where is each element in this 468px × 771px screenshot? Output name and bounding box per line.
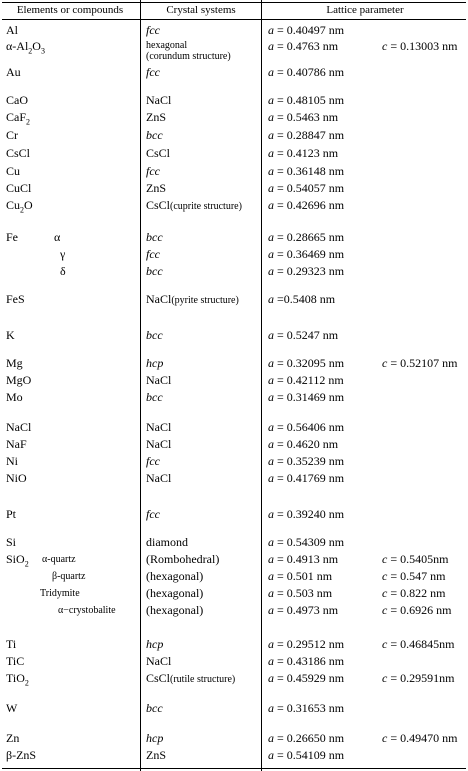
- crystal-system: (hexagonal): [146, 603, 204, 617]
- crystal-system-cell: [146, 421, 171, 434]
- element-phase: α-quartz: [42, 554, 76, 565]
- element-name: NaCl: [6, 420, 32, 434]
- lattice-a-symbol: a: [268, 654, 274, 668]
- crystal-system-cell: [146, 248, 160, 261]
- lattice-c-value: = 0.29591nm: [390, 671, 455, 685]
- element-name: Ni: [6, 454, 18, 468]
- crystal-system-cell: [146, 94, 171, 107]
- lattice-c-symbol: c: [382, 671, 388, 685]
- lattice-a-value: =0.5408 nm: [277, 292, 336, 306]
- lattice-a-cell: [268, 472, 344, 485]
- element-cell: [6, 749, 36, 762]
- lattice-a-value: = 0.41769 nm: [277, 471, 345, 485]
- lattice-a-value: = 0.501 nm: [277, 569, 333, 583]
- lattice-c-cell: [382, 604, 451, 617]
- lattice-a-value: = 0.35239 nm: [277, 454, 345, 468]
- element-name: NaF: [6, 437, 27, 451]
- lattice-a-symbol: a: [268, 181, 274, 195]
- lattice-a-cell: [268, 391, 344, 404]
- element-cell: [6, 672, 29, 689]
- crystal-system: diamond: [146, 535, 188, 549]
- lattice-a-cell: [268, 587, 332, 600]
- crystal-system-cell: [146, 655, 171, 668]
- lattice-a-cell: [268, 165, 344, 178]
- element-cell: [6, 182, 31, 195]
- lattice-a-symbol: a: [268, 603, 274, 617]
- crystal-system-cell: [146, 702, 163, 715]
- lattice-a-cell: [268, 438, 338, 451]
- lattice-a-value: = 0.40786 nm: [277, 65, 345, 79]
- lattice-a-value: = 0.5247 nm: [277, 328, 339, 342]
- element-cell: [6, 165, 20, 178]
- lattice-a-symbol: a: [268, 39, 274, 53]
- crystal-structure-note: (pyrite structure): [171, 295, 239, 306]
- lattice-a-value: = 0.54109 nm: [277, 748, 345, 762]
- crystal-structure-note: (corundum structure): [146, 51, 231, 62]
- crystal-system-cell: [146, 438, 171, 451]
- lattice-a-cell: [268, 702, 344, 715]
- element-subscript: 2: [24, 678, 29, 688]
- element-name: FeS: [6, 292, 25, 306]
- lattice-a-symbol: a: [268, 569, 274, 583]
- lattice-a-value: = 0.4763 nm: [277, 39, 339, 53]
- crystal-system-cell: [146, 165, 160, 178]
- crystal-system: CsCl: [146, 671, 171, 685]
- lattice-a-cell: [268, 248, 344, 261]
- element-name: Zn: [6, 731, 20, 745]
- element-name: K: [6, 328, 15, 342]
- lattice-a-cell: [268, 94, 344, 107]
- lattice-a-symbol: a: [268, 65, 274, 79]
- lattice-a-symbol: a: [268, 731, 274, 745]
- crystal-system: NaCl: [146, 292, 172, 306]
- crystal-system-cell: [146, 553, 219, 566]
- lattice-a-value: = 0.503 nm: [277, 586, 333, 600]
- element-name: Mo: [6, 390, 23, 404]
- lattice-a-cell: [268, 508, 344, 521]
- crystal-system-cell: [146, 570, 203, 583]
- lattice-c-value: = 0.52107 nm: [390, 356, 458, 370]
- crystal-system-cell: [146, 111, 166, 124]
- element-cell: [6, 94, 28, 107]
- lattice-a-value: = 0.36469 nm: [277, 247, 345, 261]
- element-cell: [6, 40, 45, 57]
- lattice-a-cell: [268, 66, 344, 79]
- element-phase: α−crystobalite: [58, 605, 116, 616]
- lattice-c-symbol: c: [382, 356, 388, 370]
- lattice-a-value: = 0.40497 nm: [277, 23, 345, 37]
- lattice-a-cell: [268, 672, 344, 685]
- crystal-system-cell: [146, 199, 242, 213]
- lattice-a-cell: [268, 421, 344, 434]
- crystal-system: hcp: [146, 731, 164, 745]
- lattice-a-value: = 0.48105 nm: [277, 93, 345, 107]
- crystal-system-cell: [146, 182, 166, 195]
- crystal-system: bcc: [146, 701, 163, 715]
- lattice-a-cell: [268, 570, 332, 583]
- element-cell: [6, 553, 29, 570]
- lattice-c-symbol: c: [382, 603, 388, 617]
- crystal-system: hcp: [146, 356, 164, 370]
- crystal-system-cell: [146, 40, 231, 62]
- crystal-system-cell: [146, 129, 163, 142]
- lattice-a-value: = 0.28847 nm: [277, 128, 345, 142]
- crystal-system: fcc: [146, 454, 160, 468]
- lattice-a-cell: [268, 374, 344, 387]
- lattice-a-value: = 0.43186 nm: [277, 654, 345, 668]
- lattice-a-symbol: a: [268, 292, 274, 306]
- element-cell: [6, 655, 24, 668]
- crystal-system: NaCl: [146, 93, 172, 107]
- crystal-system: bcc: [146, 390, 163, 404]
- crystal-system: bcc: [146, 128, 163, 142]
- header-lattice-parameter: Lattice parameter: [326, 4, 404, 16]
- lattice-a-symbol: a: [268, 471, 274, 485]
- lattice-a-symbol: a: [268, 247, 274, 261]
- element-cell: [6, 199, 33, 216]
- lattice-a-symbol: a: [268, 586, 274, 600]
- crystal-system-cell: [146, 293, 239, 307]
- crystal-system: (Rombohedral): [146, 552, 220, 566]
- lattice-a-cell: [268, 199, 344, 212]
- lattice-c-cell: [382, 570, 445, 583]
- element-cell: [6, 374, 31, 387]
- crystal-system-cell: [146, 329, 163, 342]
- crystal-system: bcc: [146, 230, 163, 244]
- element-phase: δ: [60, 264, 66, 278]
- lattice-c-cell: [382, 553, 448, 566]
- element-name: Si: [6, 535, 17, 549]
- crystal-system: fcc: [146, 507, 160, 521]
- lattice-c-symbol: c: [382, 637, 388, 651]
- table-top-rule: [2, 2, 466, 3]
- element-subscript: 3: [40, 46, 45, 56]
- lattice-a-value: = 0.29512 nm: [277, 637, 345, 651]
- crystal-system: CsCl: [146, 146, 171, 160]
- header-bottom-rule: [2, 19, 466, 20]
- element-cell: [6, 231, 18, 244]
- crystal-system-cell: [146, 536, 188, 549]
- crystal-system: fcc: [146, 164, 160, 178]
- lattice-c-value: = 0.49470 nm: [390, 731, 458, 745]
- lattice-c-cell: [382, 357, 457, 370]
- header-elements: Elements or compounds: [16, 4, 124, 16]
- element-cell: [6, 702, 17, 715]
- crystal-system: NaCl: [146, 437, 172, 451]
- table-bottom-rule: [2, 768, 466, 769]
- lattice-a-cell: [268, 129, 344, 142]
- lattice-c-symbol: c: [382, 586, 388, 600]
- element-subscript: 2: [26, 117, 31, 127]
- lattice-c-cell: [382, 40, 457, 53]
- lattice-a-cell: [268, 638, 344, 651]
- element-name: Pt: [6, 507, 17, 521]
- crystal-system: ZnS: [146, 181, 167, 195]
- lattice-a-symbol: a: [268, 356, 274, 370]
- lattice-c-value: = 0.822 nm: [390, 586, 446, 600]
- lattice-c-symbol: c: [382, 552, 388, 566]
- lattice-a-value: = 0.39240 nm: [277, 507, 345, 521]
- crystal-system: fcc: [146, 247, 160, 261]
- crystal-system: (hexagonal): [146, 569, 204, 583]
- lattice-a-value: = 0.4123 nm: [277, 146, 339, 160]
- lattice-a-value: = 0.31469 nm: [277, 390, 345, 404]
- crystal-system-cell: [146, 231, 163, 244]
- element-name: α-Al: [6, 39, 29, 53]
- element-name: CsCl: [6, 146, 31, 160]
- lattice-a-value: = 0.45929 nm: [277, 671, 345, 685]
- element-cell: [6, 732, 19, 745]
- element-name: Ti: [6, 637, 17, 651]
- lattice-a-value: = 0.42112 nm: [277, 373, 344, 387]
- crystal-system: NaCl: [146, 471, 172, 485]
- crystal-system-cell: [146, 732, 163, 745]
- lattice-c-value: = 0.547 nm: [390, 569, 446, 583]
- crystal-system-cell: [146, 66, 160, 79]
- lattice-c-symbol: c: [382, 731, 388, 745]
- lattice-a-symbol: a: [268, 637, 274, 651]
- element-name: TiC: [6, 654, 25, 668]
- lattice-a-symbol: a: [268, 23, 274, 37]
- column-divider-1: [140, 0, 141, 771]
- lattice-a-value: = 0.54057 nm: [277, 181, 345, 195]
- element-name: Au: [6, 65, 21, 79]
- element-cell: [6, 508, 16, 521]
- lattice-a-symbol: a: [268, 93, 274, 107]
- lattice-a-value: = 0.54309 nm: [277, 535, 345, 549]
- element-subscript: 2: [24, 559, 29, 569]
- lattice-a-symbol: a: [268, 390, 274, 404]
- crystal-structure-note: (rutile structure): [170, 674, 236, 685]
- element-cell: [6, 438, 27, 451]
- crystal-system: bcc: [146, 264, 163, 278]
- lattice-a-symbol: a: [268, 552, 274, 566]
- element-cell: [6, 111, 30, 128]
- crystal-system-cell: [146, 587, 203, 600]
- crystal-system: hexagonal: [146, 40, 188, 51]
- lattice-c-value: = 0.5405nm: [390, 552, 449, 566]
- crystal-structure-note: (cuprite structure): [170, 201, 242, 212]
- lattice-a-cell: [268, 182, 344, 195]
- crystal-system: hcp: [146, 637, 164, 651]
- element-name: SiO: [6, 552, 25, 566]
- element-name-tail: O: [24, 198, 33, 212]
- lattice-c-value: = 0.6926 nm: [390, 603, 452, 617]
- lattice-a-symbol: a: [268, 507, 274, 521]
- lattice-a-value: = 0.42696 nm: [277, 198, 345, 212]
- lattice-a-symbol: a: [268, 373, 274, 387]
- element-name: β-ZnS: [6, 748, 37, 762]
- lattice-c-cell: [382, 587, 445, 600]
- lattice-a-symbol: a: [268, 420, 274, 434]
- lattice-a-cell: [268, 40, 338, 53]
- lattice-a-symbol: a: [268, 328, 274, 342]
- lattice-a-cell: [268, 111, 338, 124]
- lattice-a-cell: [268, 655, 344, 668]
- crystal-system-cell: [146, 147, 170, 160]
- lattice-c-symbol: c: [382, 39, 388, 53]
- element-phase: β-quartz: [52, 571, 86, 582]
- lattice-a-symbol: a: [268, 128, 274, 142]
- element-subscript: 2: [20, 205, 25, 215]
- lattice-a-cell: [268, 749, 344, 762]
- crystal-system-cell: [146, 604, 203, 617]
- lattice-a-value: = 0.26650 nm: [277, 731, 345, 745]
- crystal-system-cell: [146, 357, 163, 370]
- lattice-a-value: = 0.31653 nm: [277, 701, 345, 715]
- element-name-tail: O: [32, 39, 41, 53]
- lattice-c-cell: [382, 672, 454, 685]
- crystal-system-cell: [146, 472, 171, 485]
- lattice-a-value: = 0.28665 nm: [277, 230, 345, 244]
- element-cell: [6, 357, 23, 370]
- lattice-a-symbol: a: [268, 671, 274, 685]
- crystal-system: fcc: [146, 23, 160, 37]
- lattice-a-value: = 0.4620 nm: [277, 437, 339, 451]
- element-cell: [6, 638, 16, 651]
- element-name: Cr: [6, 128, 18, 142]
- lattice-a-symbol: a: [268, 164, 274, 178]
- lattice-a-symbol: a: [268, 748, 274, 762]
- lattice-a-cell: [268, 553, 338, 566]
- element-name: TiO: [6, 671, 25, 685]
- lattice-a-cell: [268, 604, 338, 617]
- crystal-system: fcc: [146, 65, 160, 79]
- lattice-a-cell: [268, 265, 344, 278]
- lattice-a-cell: [268, 293, 335, 306]
- element-cell: [6, 293, 25, 306]
- element-cell: [6, 536, 16, 549]
- lattice-a-symbol: a: [268, 146, 274, 160]
- lattice-a-symbol: a: [268, 110, 274, 124]
- column-divider-2: [261, 0, 262, 771]
- lattice-c-value: = 0.13003 nm: [390, 39, 458, 53]
- element-name: Cu: [6, 198, 21, 212]
- lattice-a-value: = 0.5463 nm: [277, 110, 339, 124]
- element-name: CuCl: [6, 181, 32, 195]
- element-name: CaO: [6, 93, 28, 107]
- element-name: Cu: [6, 164, 21, 178]
- crystal-system-cell: [146, 672, 235, 686]
- lattice-a-value: = 0.29323 nm: [277, 264, 345, 278]
- crystal-system-cell: [146, 508, 160, 521]
- crystal-system: bcc: [146, 328, 163, 342]
- lattice-a-cell: [268, 24, 344, 37]
- lattice-a-symbol: a: [268, 454, 274, 468]
- element-cell: [6, 472, 27, 485]
- lattice-a-symbol: a: [268, 198, 274, 212]
- lattice-c-cell: [382, 638, 454, 651]
- crystal-system: CsCl: [146, 198, 171, 212]
- crystal-system: NaCl: [146, 420, 172, 434]
- lattice-a-symbol: a: [268, 230, 274, 244]
- element-cell: [6, 147, 30, 160]
- lattice-a-cell: [268, 231, 344, 244]
- lattice-a-value: = 0.56406 nm: [277, 420, 345, 434]
- lattice-c-symbol: c: [382, 569, 388, 583]
- lattice-a-cell: [268, 536, 344, 549]
- element-cell: [6, 329, 15, 342]
- crystal-system-cell: [146, 374, 171, 387]
- lattice-a-cell: [268, 455, 344, 468]
- crystal-system-cell: [146, 391, 163, 404]
- element-phase: Tridymite: [40, 588, 80, 599]
- lattice-a-cell: [268, 147, 338, 160]
- lattice-a-value: = 0.4973 nm: [277, 603, 339, 617]
- crystal-system-cell: [146, 749, 166, 762]
- crystal-system: (hexagonal): [146, 586, 204, 600]
- element-phase: γ: [60, 247, 66, 261]
- element-name: MgO: [6, 373, 32, 387]
- element-cell: [6, 66, 21, 79]
- lattice-c-cell: [382, 732, 457, 745]
- lattice-a-value: = 0.36148 nm: [277, 164, 345, 178]
- element-cell: [6, 129, 18, 142]
- element-name: Al: [6, 23, 18, 37]
- crystal-system: ZnS: [146, 110, 167, 124]
- header-crystal-systems: Crystal systems: [166, 4, 236, 16]
- element-cell: [6, 24, 18, 37]
- crystal-system-cell: [146, 24, 160, 37]
- crystal-system-cell: [146, 638, 163, 651]
- element-cell: [6, 455, 18, 468]
- lattice-a-value: = 0.4913 nm: [277, 552, 339, 566]
- lattice-a-symbol: a: [268, 701, 274, 715]
- element-name: NiO: [6, 471, 27, 485]
- element-name: Fe: [6, 230, 18, 244]
- element-subscript: 2: [28, 46, 33, 56]
- crystal-system: ZnS: [146, 748, 167, 762]
- element-name: Mg: [6, 356, 23, 370]
- lattice-a-cell: [268, 329, 338, 342]
- lattice-a-value: = 0.32095 nm: [277, 356, 345, 370]
- element-name: W: [6, 701, 18, 715]
- lattice-a-cell: [268, 732, 344, 745]
- crystal-system: NaCl: [146, 373, 172, 387]
- lattice-c-value: = 0.46845nm: [390, 637, 455, 651]
- element-cell: [6, 421, 31, 434]
- element-phase: α: [54, 230, 61, 244]
- element-name: CaF: [6, 110, 27, 124]
- element-cell: [6, 391, 23, 404]
- lattice-a-symbol: a: [268, 264, 274, 278]
- crystal-system-cell: [146, 455, 160, 468]
- crystal-system: NaCl: [146, 654, 172, 668]
- crystal-system-cell: [146, 265, 163, 278]
- lattice-a-symbol: a: [268, 535, 274, 549]
- lattice-a-cell: [268, 357, 344, 370]
- lattice-a-symbol: a: [268, 437, 274, 451]
